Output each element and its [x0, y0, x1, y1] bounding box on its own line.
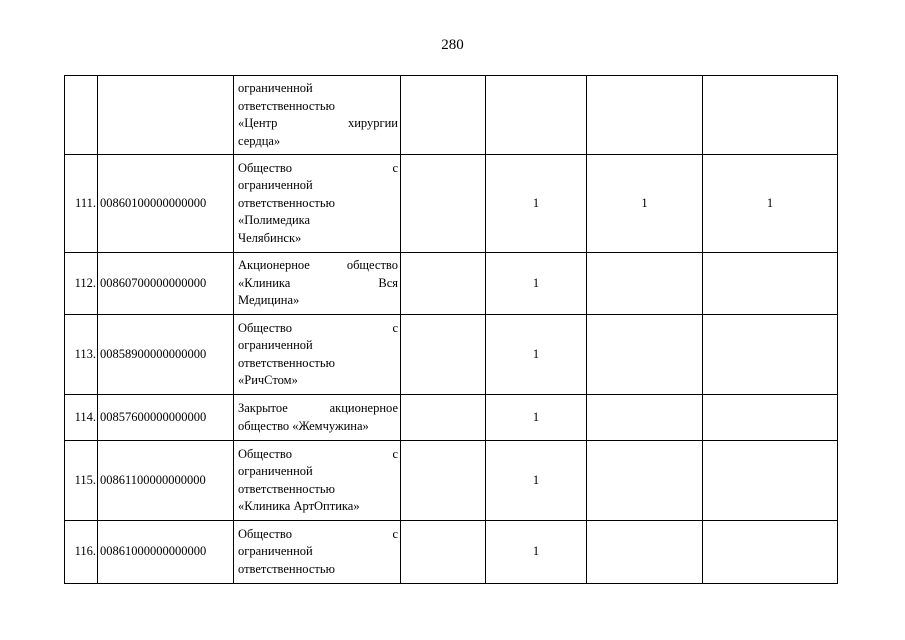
organization-name-line: ответственностью	[238, 561, 335, 576]
organization-name-line: ограниченной	[238, 81, 313, 95]
organization-name-line: сердца»	[238, 133, 281, 148]
row-number-cell: 111.	[65, 155, 98, 253]
organization-name-line: Общество с	[238, 160, 398, 175]
value-cell-1	[401, 155, 486, 253]
organization-name-line: ответственностью	[238, 355, 335, 370]
value-cell-3	[587, 441, 703, 521]
value-cell-1	[401, 253, 486, 315]
row-number-cell: 112.	[65, 253, 98, 315]
value-cell-2: 1	[486, 155, 587, 253]
row-number-cell: 113.	[65, 315, 98, 395]
value-cell-3	[587, 253, 703, 315]
value-cell-2: 1	[486, 395, 587, 441]
organization-name-line: Общество с	[238, 526, 398, 541]
organization-name-cell	[234, 253, 401, 315]
organization-name-cell	[234, 441, 401, 521]
value-cell-4	[703, 395, 838, 441]
organization-name-line: ограниченной	[238, 464, 313, 478]
organization-name-line: Челябинск»	[238, 230, 302, 245]
table-row	[65, 521, 838, 584]
organization-name-cell	[234, 521, 401, 584]
registry-code-cell: 00861100000000000	[98, 441, 234, 521]
organization-name-line: ответственностью	[238, 481, 335, 496]
registry-code-cell: 00860100000000000	[98, 155, 234, 253]
table-row	[65, 395, 838, 441]
organization-name-line: «Клиника Вся	[238, 275, 398, 290]
organization-name-line: «Центр хирургии	[238, 116, 398, 130]
value-cell-1	[401, 395, 486, 441]
page-number: 280	[441, 37, 464, 53]
registry-code-cell: 00860700000000000	[98, 253, 234, 315]
value-cell-2: 1	[486, 253, 587, 315]
value-cell-3	[587, 76, 703, 155]
registry-table	[64, 75, 838, 584]
row-number-cell	[65, 76, 98, 155]
organization-name-line: общество «Жемчужина»	[238, 418, 369, 433]
organization-name-cell	[234, 76, 401, 155]
value-cell-3	[587, 521, 703, 584]
value-cell-2	[486, 76, 587, 155]
organization-name-cell	[234, 395, 401, 441]
registry-code-cell: 00857600000000000	[98, 395, 234, 441]
table-row	[65, 155, 838, 253]
value-cell-4	[703, 76, 838, 155]
value-cell-4: 1	[703, 155, 838, 253]
organization-name-line: «РичСтом»	[238, 373, 298, 387]
organization-name-line: Общество с	[238, 446, 398, 461]
row-number-cell: 114.	[65, 395, 98, 441]
value-cell-4	[703, 315, 838, 395]
organization-name-line: ответственностью	[238, 195, 335, 210]
registry-code-cell	[98, 76, 234, 155]
value-cell-3: 1	[587, 155, 703, 253]
row-number-cell: 115.	[65, 441, 98, 521]
table-row	[65, 441, 838, 521]
value-cell-3	[587, 395, 703, 441]
value-cell-1	[401, 315, 486, 395]
value-cell-2: 1	[486, 315, 587, 395]
value-cell-4	[703, 521, 838, 584]
value-cell-4	[703, 441, 838, 521]
organization-name-line: Закрытое акционерное	[238, 401, 398, 415]
organization-name-line: «Полимедика	[238, 213, 311, 228]
organization-name-line: ответственностью	[238, 98, 335, 113]
organization-name-line: Общество с	[238, 320, 398, 335]
registry-code-cell: 00858900000000000	[98, 315, 234, 395]
organization-name-line: Акционерное общество	[238, 258, 398, 273]
table-body	[65, 76, 838, 584]
table-row	[65, 315, 838, 395]
organization-name-line: ограниченной	[238, 178, 313, 193]
value-cell-1	[401, 441, 486, 521]
organization-name-line: «Клиника АртОптика»	[238, 499, 360, 513]
value-cell-2: 1	[486, 441, 587, 521]
value-cell-3	[587, 315, 703, 395]
organization-name-line: Медицина»	[238, 293, 300, 308]
registry-code-cell: 00861000000000000	[98, 521, 234, 584]
organization-name-cell	[234, 155, 401, 253]
table-row	[65, 253, 838, 315]
organization-name-cell	[234, 315, 401, 395]
organization-name-line: ограниченной	[238, 338, 313, 352]
table-row	[65, 76, 838, 155]
row-number-cell: 116.	[65, 521, 98, 584]
value-cell-1	[401, 521, 486, 584]
value-cell-4	[703, 253, 838, 315]
organization-name-line: ограниченной	[238, 544, 313, 559]
value-cell-1	[401, 76, 486, 155]
value-cell-2: 1	[486, 521, 587, 584]
